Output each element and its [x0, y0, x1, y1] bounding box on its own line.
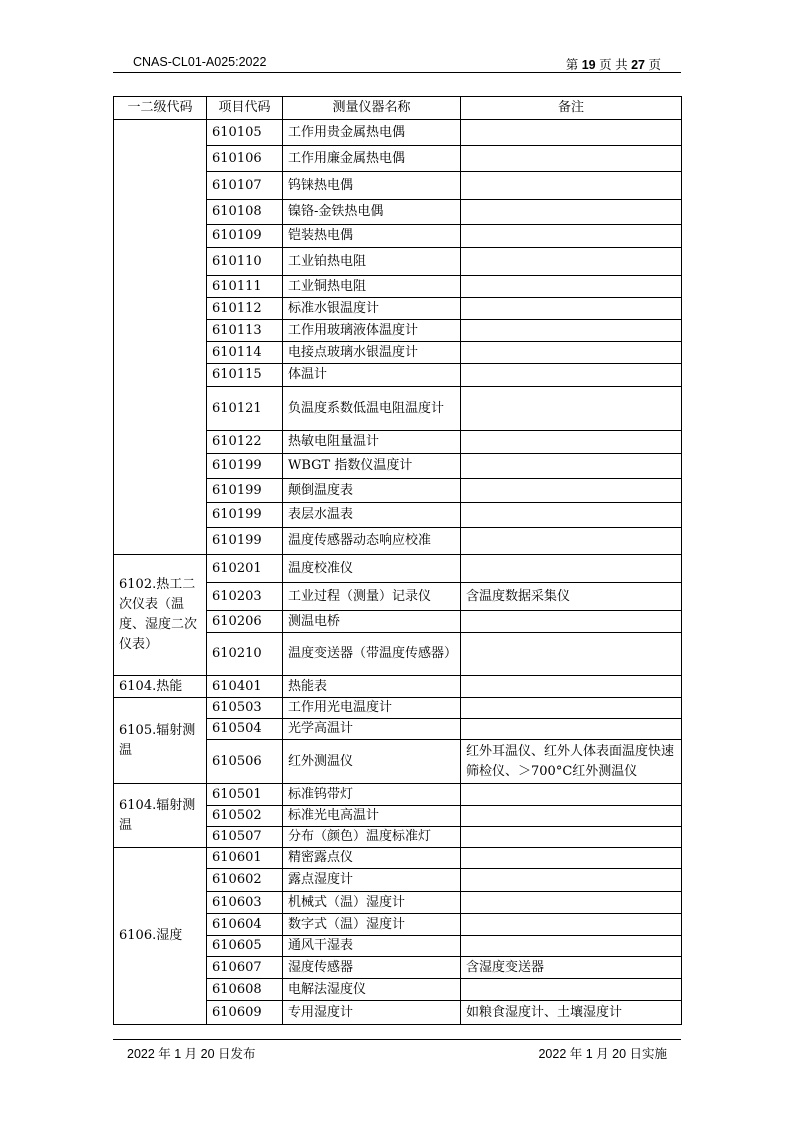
remarks-cell — [461, 225, 682, 248]
instrument-name-cell: 工作用光电温度计 — [283, 698, 461, 719]
instrument-name-cell: 通风干湿表 — [283, 936, 461, 957]
item-code-cell: 610609 — [207, 1001, 283, 1025]
item-code-cell: 610503 — [207, 698, 283, 719]
level-code-cell: 6104.辐射测温 — [114, 784, 207, 848]
remarks-cell — [461, 719, 682, 740]
effective-date: 2022 年 1 月 20 日实施 — [538, 1047, 667, 1061]
table-row — [114, 676, 682, 698]
instrument-name-cell: 测温电桥 — [283, 611, 461, 633]
instrument-name-cell: 镍铬-金铁热电偶 — [283, 200, 461, 225]
instrument-name-cell: 露点湿度计 — [283, 869, 461, 892]
remarks-cell — [461, 431, 682, 454]
item-code-cell: 610115 — [207, 364, 283, 387]
remarks-cell — [461, 248, 682, 276]
page-number: 第 19 页 共 27 页 — [565, 58, 661, 72]
item-code-cell: 610206 — [207, 611, 283, 633]
item-code-cell: 610199 — [207, 454, 283, 479]
item-code-cell: 610203 — [207, 583, 283, 611]
instrument-name-cell: 工业过程（测量）记录仪 — [283, 583, 461, 611]
remarks-cell — [461, 276, 682, 298]
item-code-cell: 610122 — [207, 431, 283, 454]
remarks-cell — [461, 698, 682, 719]
instrument-name-cell: 工作用玻璃液体温度计 — [283, 320, 461, 342]
level-code-cell: 6106.湿度 — [114, 848, 207, 1025]
total-pages: 27 — [631, 58, 645, 72]
item-code-cell: 610602 — [207, 869, 283, 892]
remarks-cell — [461, 120, 682, 146]
remarks-cell: 含湿度变送器 — [461, 957, 682, 979]
item-code-cell: 610110 — [207, 248, 283, 276]
remarks-cell — [461, 503, 682, 528]
level-code-cell: 6102.热工二次仪表（温度、湿度二次仪表） — [114, 555, 207, 676]
table-header-row — [114, 97, 682, 120]
page-footer — [113, 1039, 681, 1062]
instrument-name-cell: 热能表 — [283, 676, 461, 698]
remarks-cell — [461, 479, 682, 503]
item-code-cell: 610210 — [207, 633, 283, 676]
remarks-cell — [461, 892, 682, 914]
item-code-cell: 610109 — [207, 225, 283, 248]
item-code-cell: 610114 — [207, 342, 283, 364]
instrument-name-cell: 工作用廉金属热电偶 — [283, 146, 461, 172]
item-code-cell: 610603 — [207, 892, 283, 914]
level-code-cell — [114, 120, 207, 555]
remarks-cell — [461, 200, 682, 225]
item-code-cell: 610504 — [207, 719, 283, 740]
remarks-cell: 含温度数据采集仪 — [461, 583, 682, 611]
instrument-name-cell: 钨铼热电偶 — [283, 172, 461, 200]
instrument-name-cell: 湿度传感器 — [283, 957, 461, 979]
remarks-cell — [461, 172, 682, 200]
level-code-cell: 6104.热能 — [114, 676, 207, 698]
instrument-name-cell: 工作用贵金属热电偶 — [283, 120, 461, 146]
instrument-name-cell: 热敏电阻量温计 — [283, 431, 461, 454]
current-page: 19 — [581, 58, 596, 72]
instrument-table — [113, 96, 682, 1025]
table-row — [114, 698, 682, 719]
remarks-cell — [461, 320, 682, 342]
table-row — [114, 784, 682, 806]
remarks-cell — [461, 555, 682, 583]
instrument-name-cell: 标准光电高温计 — [283, 806, 461, 827]
instrument-name-cell: 工业铂热电阻 — [283, 248, 461, 276]
remarks-cell — [461, 342, 682, 364]
page-header — [113, 52, 681, 73]
document-code: CNAS-CL01-A025:2022 — [133, 55, 267, 69]
table-row — [114, 555, 682, 583]
remarks-cell: 如粮食湿度计、土壤湿度计 — [461, 1001, 682, 1025]
remarks-cell — [461, 784, 682, 806]
table-row — [114, 120, 682, 146]
instrument-name-cell: 电解法湿度仪 — [283, 979, 461, 1001]
instrument-name-cell: 负温度系数低温电阻温度计 — [283, 387, 461, 431]
item-code-cell: 610604 — [207, 914, 283, 936]
instrument-name-cell: 电接点玻璃水银温度计 — [283, 342, 461, 364]
item-code-cell: 610108 — [207, 200, 283, 225]
remarks-cell — [461, 806, 682, 827]
item-code-cell: 610121 — [207, 387, 283, 431]
item-code-cell: 610401 — [207, 676, 283, 698]
instrument-name-cell: 数字式（温）湿度计 — [283, 914, 461, 936]
remarks-cell — [461, 454, 682, 479]
remarks-cell — [461, 979, 682, 1001]
instrument-name-cell: 精密露点仪 — [283, 848, 461, 869]
instrument-name-cell: 分布（颜色）温度标准灯 — [283, 827, 461, 848]
level-code-cell: 6105.辐射测温 — [114, 698, 207, 784]
instrument-name-cell: 温度变送器（带温度传感器） — [283, 633, 461, 676]
item-code-cell: 610605 — [207, 936, 283, 957]
remarks-cell — [461, 869, 682, 892]
remarks-cell — [461, 936, 682, 957]
item-code-cell: 610506 — [207, 740, 283, 784]
item-code-cell: 610111 — [207, 276, 283, 298]
header-level-code: 一二级代码 — [114, 97, 207, 120]
instrument-name-cell: 标准水银温度计 — [283, 298, 461, 320]
item-code-cell: 610201 — [207, 555, 283, 583]
publish-date: 2022 年 1 月 20 日发布 — [127, 1047, 256, 1061]
instrument-name-cell: 温度传感器动态响应校准 — [283, 528, 461, 555]
item-code-cell: 610501 — [207, 784, 283, 806]
item-code-cell: 610113 — [207, 320, 283, 342]
table-body — [114, 120, 682, 1025]
instrument-name-cell: 工业铜热电阻 — [283, 276, 461, 298]
remarks-cell — [461, 914, 682, 936]
remarks-cell — [461, 611, 682, 633]
instrument-name-cell: 专用湿度计 — [283, 1001, 461, 1025]
remarks-cell — [461, 364, 682, 387]
item-code-cell: 610199 — [207, 503, 283, 528]
item-code-cell: 610107 — [207, 172, 283, 200]
remarks-cell — [461, 387, 682, 431]
remarks-cell — [461, 848, 682, 869]
item-code-cell: 610199 — [207, 528, 283, 555]
instrument-name-cell: 红外测温仪 — [283, 740, 461, 784]
instrument-name-cell: 体温计 — [283, 364, 461, 387]
item-code-cell: 610106 — [207, 146, 283, 172]
instrument-name-cell: 光学高温计 — [283, 719, 461, 740]
instrument-name-cell: 铠装热电偶 — [283, 225, 461, 248]
instrument-name-cell: 机械式（温）湿度计 — [283, 892, 461, 914]
header-remarks: 备注 — [461, 97, 682, 120]
item-code-cell: 610199 — [207, 479, 283, 503]
item-code-cell: 610601 — [207, 848, 283, 869]
instrument-name-cell: WBGT 指数仪温度计 — [283, 454, 461, 479]
remarks-cell — [461, 633, 682, 676]
instrument-name-cell: 表层水温表 — [283, 503, 461, 528]
remarks-cell — [461, 298, 682, 320]
item-code-cell: 610608 — [207, 979, 283, 1001]
remarks-cell — [461, 827, 682, 848]
remarks-cell — [461, 676, 682, 698]
item-code-cell: 610507 — [207, 827, 283, 848]
instrument-name-cell: 温度校准仪 — [283, 555, 461, 583]
item-code-cell: 610607 — [207, 957, 283, 979]
remarks-cell — [461, 528, 682, 555]
remarks-cell: 红外耳温仪、红外人体表面温度快速筛检仪、＞700°C红外测温仪 — [461, 740, 682, 784]
instrument-name-cell: 颠倒温度表 — [283, 479, 461, 503]
item-code-cell: 610105 — [207, 120, 283, 146]
remarks-cell — [461, 146, 682, 172]
header-item-code: 项目代码 — [207, 97, 283, 120]
item-code-cell: 610502 — [207, 806, 283, 827]
item-code-cell: 610112 — [207, 298, 283, 320]
table-row — [114, 848, 682, 869]
header-instrument-name: 测量仪器名称 — [283, 97, 461, 120]
instrument-name-cell: 标准钨带灯 — [283, 784, 461, 806]
